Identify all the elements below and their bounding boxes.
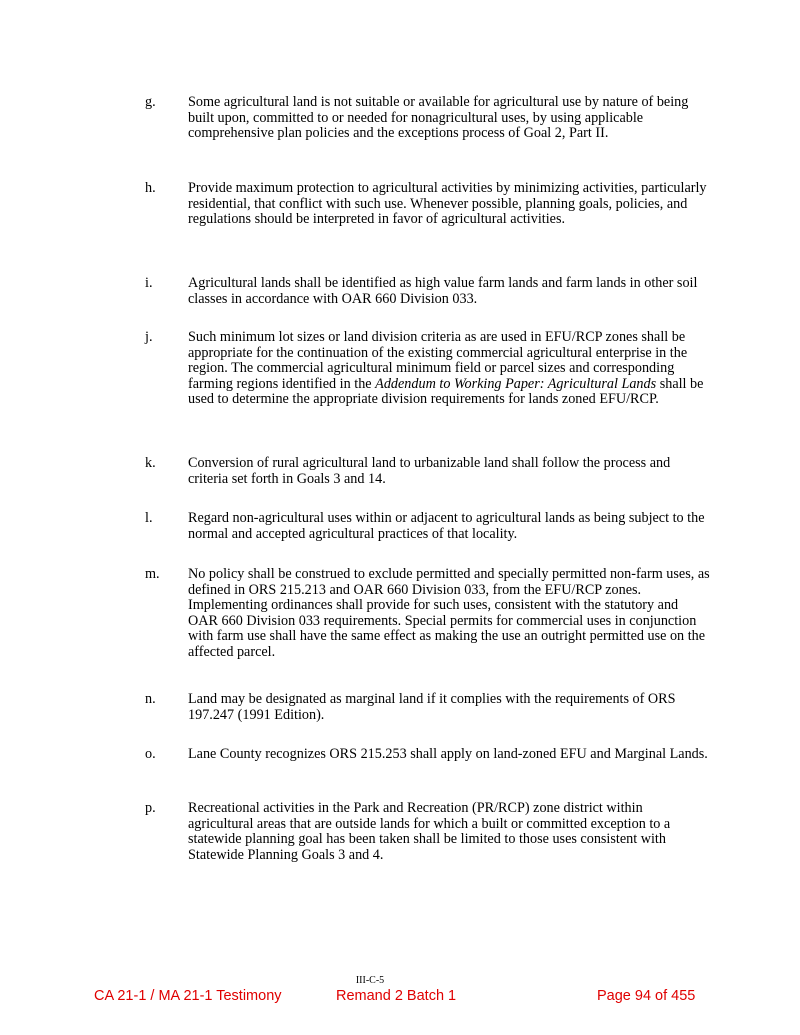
list-item-p: [145, 801, 725, 863]
list-item-k: [145, 456, 725, 487]
item-text-before: Such minimum lot sizes or land division criteria as are used in EFU/RCP zones shall be appropriate for the continuation of the existing commercial agricultural enterprise in the region. The commercial agricultural minimum field or parcel sizes and corresponding farming regions identified in the: [188, 329, 688, 392]
item-text: Provide maximum protection to agricultural activities by minimizing activities, particularly residential, that conflict with such use. Whenever possible, planning goals, policies, and regulations should be interpreted in favor of agricultural activities.: [188, 180, 707, 228]
item-letter: g.: [145, 94, 156, 110]
item-letter: o.: [145, 746, 156, 762]
list-item-i: [145, 276, 725, 307]
footer-left: CA 21-1 / MA 21-1 Testimony: [94, 988, 282, 1004]
item-text: [188, 330, 711, 408]
item-letter: j.: [145, 329, 153, 345]
item-letter: h.: [145, 180, 156, 196]
footer-right: Page 94 of 455: [597, 988, 696, 1004]
item-letter: i.: [145, 275, 153, 291]
page-number: III-C-5: [355, 975, 385, 986]
item-text: Recreational activities in the Park and Recreation (PR/RCP) zone district within agricultural areas that are outside lands for which a built or committed exception to a statewide planning goal has been taken shall be limited to those uses consistent with Statewide Planning Goals 3 and 4.: [188, 800, 671, 863]
item-text: No policy shall be construed to exclude permitted and specially permitted non-farm uses, as defined in ORS 215.213 and OAR 660 Division 033, from the EFU/RCP zones. Implementing ordinances shall provide for such uses, consistent with the statutory and OAR 660 Division 033 requirements. Special permits for commercial uses in conjunction with farm use shall have the same effect as making the use an outright permitted use on the affected parcel.: [188, 566, 710, 660]
item-letter: p.: [145, 800, 156, 816]
item-text-after: shall be used to determine the appropriate division requirements for lands zoned EFU/RCP.: [188, 375, 704, 408]
item-text-italic: Addendum to Working Paper: Agricultural Lands: [375, 375, 657, 392]
list-item-l: [145, 511, 725, 542]
list-item-o: [145, 747, 725, 763]
list-item-n: [145, 692, 725, 723]
list-item-m: [145, 567, 725, 661]
item-letter: k.: [145, 455, 156, 471]
item-text: Some agricultural land is not suitable or available for agricultural use by nature of being built upon, committed to or needed for nonagricultural uses, by using applicable comprehensive plan policies and the exceptions process of Goal 2, Part II.: [188, 94, 689, 142]
item-text: Regard non-agricultural uses within or adjacent to agricultural lands as being subject to the normal and accepted agricultural practices of that locality.: [188, 510, 705, 542]
item-letter: n.: [145, 691, 156, 707]
list-item-g: [145, 95, 725, 142]
item-text: Land may be designated as marginal land if it complies with the requirements of ORS 197.247 (1991 Edition).: [188, 691, 676, 723]
list-item-h: [145, 181, 725, 228]
list-item-j: [145, 330, 725, 408]
item-text: Agricultural lands shall be identified as high value farm lands and farm lands in other soil classes in accordance with OAR 660 Division 033.: [188, 275, 698, 307]
footer-center: Remand 2 Batch 1: [336, 988, 457, 1004]
item-letter: m.: [145, 566, 160, 582]
item-text: Conversion of rural agricultural land to urbanizable land shall follow the process and criteria set forth in Goals 3 and 14.: [188, 455, 671, 487]
item-letter: l.: [145, 510, 153, 526]
item-text: Lane County recognizes ORS 215.253 shall apply on land-zoned EFU and Marginal Lands.: [188, 746, 708, 762]
